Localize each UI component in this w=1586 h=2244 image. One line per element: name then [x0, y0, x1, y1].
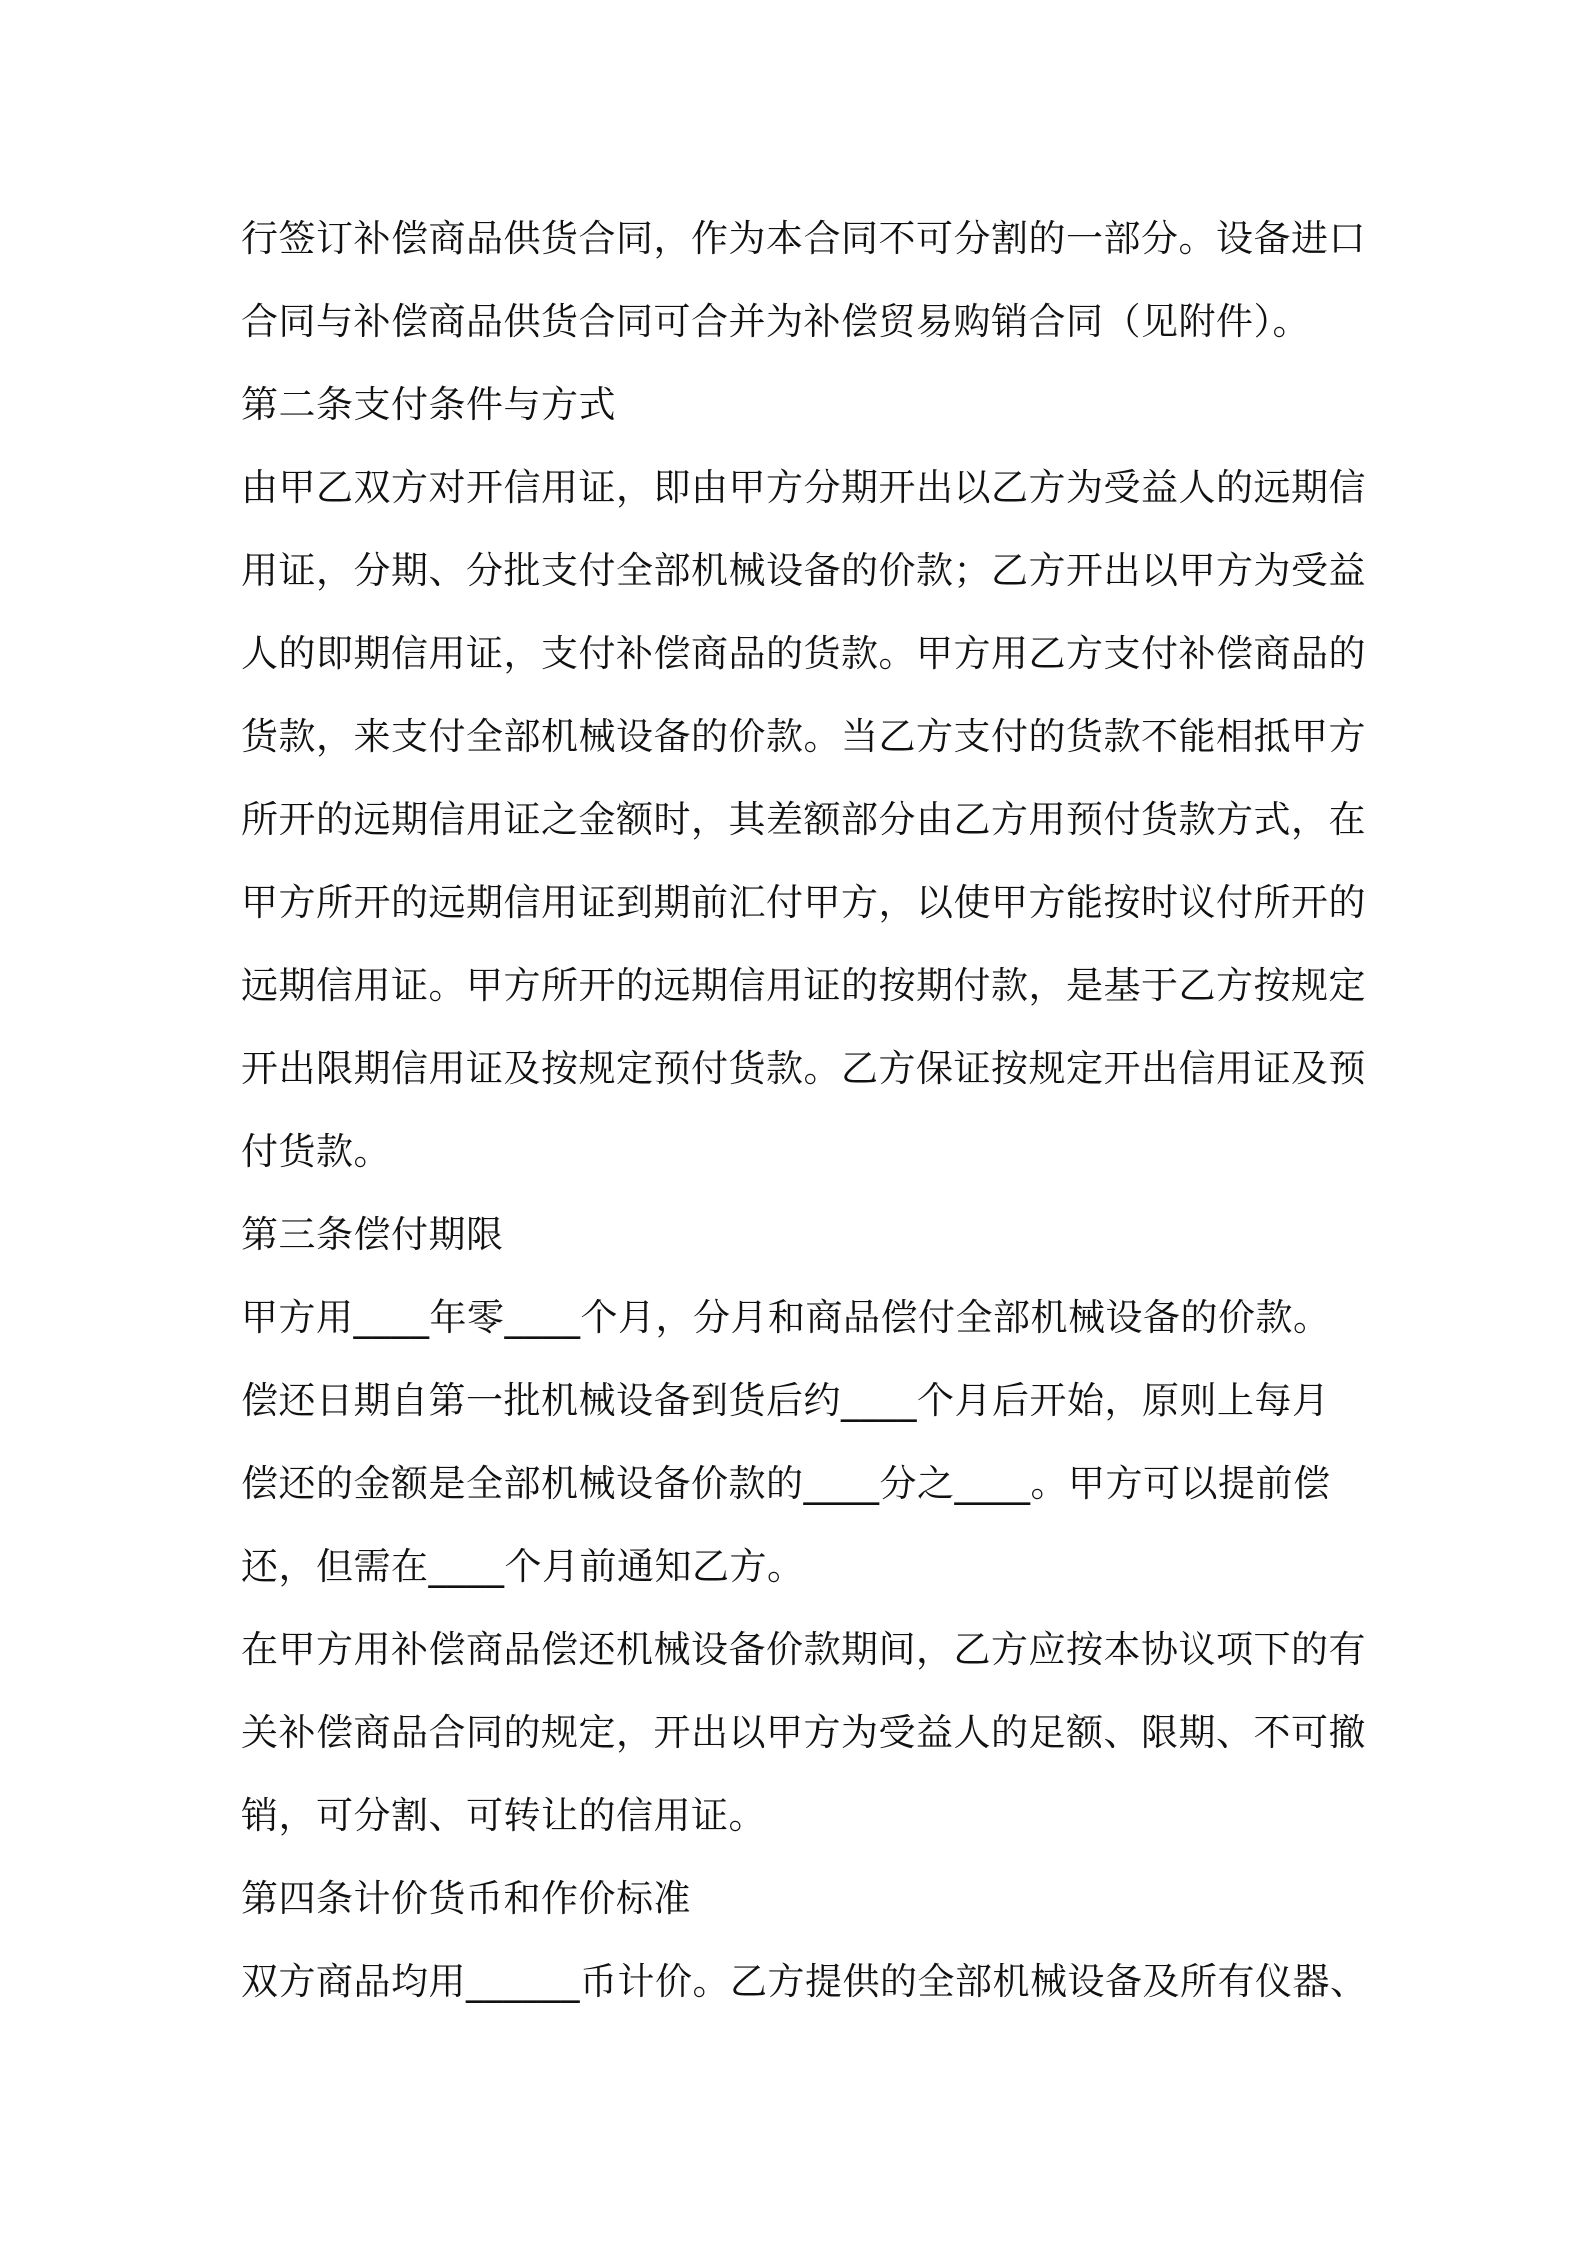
section-heading: 第二条支付条件与方式 — [241, 383, 616, 426]
document-body — [241, 197, 1368, 2023]
section-heading: 第三条偿付期限 — [241, 1213, 504, 1256]
paragraph-line: 甲方用____年零____个月，分月和商品偿付全部机械设备的价款。 — [241, 1296, 1331, 1339]
paragraph-line: 双方商品均用______币计价。乙方提供的全部机械设备及所有仪器、 — [241, 1960, 1368, 2003]
paragraph-line: 还，但需在____个月前通知乙方。 — [241, 1545, 805, 1588]
paragraph-line: 人的即期信用证，支付补偿商品的货款。甲方用乙方支付补偿商品的 — [241, 632, 1366, 675]
paragraph-line: 合同与补偿商品供货合同可合并为补偿贸易购销合同（见附件）。 — [241, 300, 1310, 343]
paragraph-line: 甲方所开的远期信用证到期前汇付甲方，以使甲方能按时议付所开的 — [241, 881, 1366, 924]
paragraph-line: 付货款。 — [241, 1130, 391, 1173]
paragraph-line: 销，可分割、可转让的信用证。 — [241, 1794, 766, 1837]
paragraph-line: 用证，分期、分批支付全部机械设备的价款；乙方开出以甲方为受益 — [241, 549, 1366, 592]
paragraph-line: 所开的远期信用证之金额时，其差额部分由乙方用预付货款方式，在 — [241, 798, 1366, 841]
paragraph-line: 由甲乙双方对开信用证，即由甲方分期开出以乙方为受益人的远期信 — [241, 466, 1366, 509]
paragraph-line: 远期信用证。甲方所开的远期信用证的按期付款，是基于乙方按规定 — [241, 964, 1366, 1007]
paragraph-line: 关补偿商品合同的规定，开出以甲方为受益人的足额、限期、不可撤 — [241, 1711, 1366, 1754]
paragraph-line: 在甲方用补偿商品偿还机械设备价款期间，乙方应按本协议项下的有 — [241, 1628, 1366, 1671]
paragraph-line: 偿还日期自第一批机械设备到货后约____个月后开始，原则上每月 — [241, 1379, 1330, 1422]
paragraph-line: 偿还的金额是全部机械设备价款的____分之____。甲方可以提前偿 — [241, 1462, 1331, 1505]
paragraph-line: 货款，来支付全部机械设备的价款。当乙方支付的货款不能相抵甲方 — [241, 715, 1366, 758]
paragraph-line: 开出限期信用证及按规定预付货款。乙方保证按规定开出信用证及预 — [241, 1047, 1366, 1090]
paragraph-line: 行签订补偿商品供货合同，作为本合同不可分割的一部分。设备进口 — [241, 217, 1366, 260]
section-heading: 第四条计价货币和作价标准 — [241, 1877, 691, 1920]
